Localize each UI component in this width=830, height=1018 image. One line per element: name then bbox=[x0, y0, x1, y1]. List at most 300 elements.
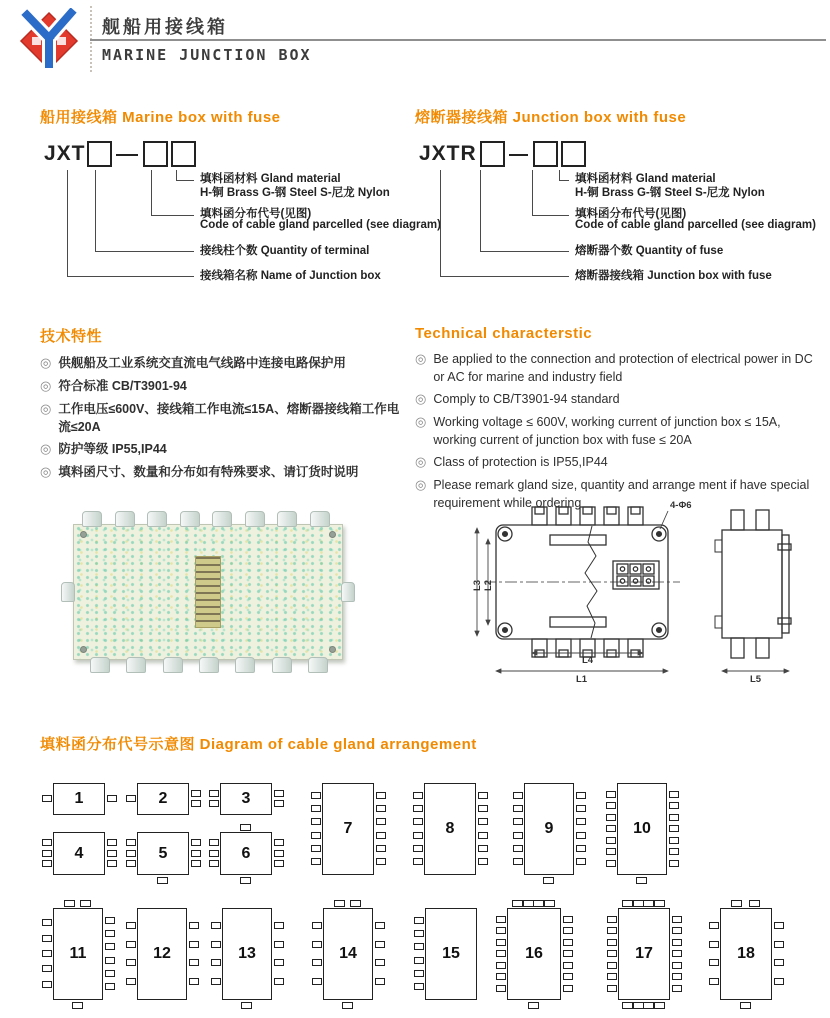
bullet-text: Please remark gland size, quantity and arrange ment if have special requirement while ordering bbox=[433, 478, 810, 511]
gland-box-14 bbox=[323, 908, 373, 1000]
gland-tab-icon bbox=[105, 930, 115, 937]
model-dash-icon bbox=[116, 154, 138, 156]
gland-tab-icon bbox=[563, 939, 573, 946]
gland-tab-icon bbox=[513, 858, 523, 865]
gland-tab-icon bbox=[414, 970, 424, 977]
gland-tab-icon bbox=[607, 973, 617, 980]
dim-label-l1: L1 bbox=[576, 674, 588, 685]
label-plate bbox=[550, 535, 606, 545]
bullet-item bbox=[40, 440, 400, 459]
gland-tab-icon bbox=[376, 845, 386, 852]
gland-box-9 bbox=[524, 783, 574, 875]
model-code: JXT bbox=[44, 142, 86, 165]
gland-box-number: 18 bbox=[737, 945, 755, 962]
gland-tab-icon bbox=[72, 1002, 83, 1009]
gland-tab-icon bbox=[274, 839, 284, 846]
gland-tab-icon bbox=[774, 978, 784, 985]
gland-tab-icon bbox=[669, 848, 679, 855]
gland-tab-icon bbox=[126, 959, 136, 966]
gland-tab-icon bbox=[80, 900, 91, 907]
bullet-item bbox=[415, 350, 817, 386]
gland-tab-icon bbox=[672, 962, 682, 969]
gland-tab-icon bbox=[606, 802, 616, 809]
gland-box-number: 10 bbox=[633, 820, 651, 837]
gland-tab-icon bbox=[209, 850, 219, 857]
cable-gland-icon bbox=[163, 657, 183, 673]
gland-box-4 bbox=[53, 832, 105, 875]
gland-tab-icon bbox=[672, 916, 682, 923]
gland-tab-icon bbox=[42, 860, 52, 867]
gland-tab-icon bbox=[496, 950, 506, 957]
gland-tab-icon bbox=[126, 978, 136, 985]
cable-gland-icon bbox=[180, 511, 200, 527]
page-title-en: MARINE JUNCTION BOX bbox=[102, 46, 312, 64]
gland-tab-icon bbox=[334, 900, 345, 907]
gland-tab-icon bbox=[496, 916, 506, 923]
cable-gland-icon bbox=[277, 511, 297, 527]
gland-tab-icon bbox=[191, 800, 201, 807]
bullet-item bbox=[40, 463, 400, 482]
gland-box-16 bbox=[507, 908, 561, 1000]
gland-tab-icon bbox=[42, 950, 52, 957]
gland-tab-icon bbox=[513, 832, 523, 839]
bullet-icon: ◎ bbox=[415, 351, 427, 366]
gland-box-18 bbox=[720, 908, 772, 1000]
model-digit-box bbox=[87, 141, 112, 167]
gland-tab-icon bbox=[189, 959, 199, 966]
gland-tab-icon bbox=[105, 917, 115, 924]
gland-tab-icon bbox=[607, 950, 617, 957]
cable-gland-icon bbox=[147, 511, 167, 527]
gland-tab-icon bbox=[672, 950, 682, 957]
gland-tab-icon bbox=[607, 916, 617, 923]
gland-tab-icon bbox=[414, 983, 424, 990]
gland-box-number: 4 bbox=[74, 844, 84, 862]
gland-tab-icon bbox=[414, 957, 424, 964]
gland-box-number: 1 bbox=[74, 790, 84, 807]
gland-tab-icon bbox=[749, 900, 760, 907]
gland-tab-icon bbox=[42, 919, 52, 926]
gland-tab-icon bbox=[413, 832, 423, 839]
gland-tab-icon bbox=[643, 900, 654, 907]
bullet-icon: ◎ bbox=[415, 391, 427, 407]
gland-box-1 bbox=[53, 783, 105, 815]
header-rule bbox=[90, 39, 826, 41]
bullet-item bbox=[415, 413, 817, 449]
gland-box-number: 6 bbox=[241, 844, 251, 862]
gland-tab-icon bbox=[376, 805, 386, 812]
gland-tab-icon bbox=[563, 950, 573, 957]
gland-tab-icon bbox=[544, 900, 555, 907]
gland-tab-icon bbox=[311, 818, 321, 825]
gland-tab-icon bbox=[376, 818, 386, 825]
callout-label: 熔断器接线箱 Junction box with fuse bbox=[575, 270, 772, 282]
gland-box-15 bbox=[425, 908, 477, 1000]
gland-tab-icon bbox=[375, 922, 385, 929]
gland-tab-icon bbox=[413, 818, 423, 825]
gland-tab-icon bbox=[414, 943, 424, 950]
bullet-text: 防护等级 IP55,IP44 bbox=[58, 441, 167, 456]
gland-tab-icon bbox=[563, 973, 573, 980]
gland-tab-icon bbox=[496, 927, 506, 934]
gland-box-10 bbox=[617, 783, 667, 875]
gland-tab-icon bbox=[478, 858, 488, 865]
gland-tab-icon bbox=[513, 818, 523, 825]
cable-gland-icon bbox=[115, 511, 135, 527]
model-digit-box bbox=[561, 141, 586, 167]
gland-tab-icon bbox=[42, 935, 52, 942]
cable-gland-icon bbox=[212, 511, 232, 527]
bullet-text: Comply to CB/T3901-94 standard bbox=[433, 392, 620, 407]
gland-tab-icon bbox=[543, 877, 554, 884]
gland-tab-icon bbox=[274, 800, 284, 807]
bullet-text: 符合标准 CB/T3901-94 bbox=[58, 378, 187, 393]
gland-tab-icon bbox=[669, 825, 679, 832]
gland-tab-icon bbox=[274, 959, 284, 966]
screw-icon bbox=[80, 531, 87, 538]
gland-tab-icon bbox=[274, 978, 284, 985]
gland-tab-icon bbox=[607, 962, 617, 969]
gland-tab-icon bbox=[622, 1002, 633, 1009]
gland-box-6 bbox=[220, 832, 272, 875]
gland-box-number: 14 bbox=[339, 945, 357, 962]
gland-tab-icon bbox=[211, 922, 221, 929]
bullet-text: Working voltage ≤ 600V, working current of junction box ≤ 15A, working current of junction box with fuse ≤ 20A bbox=[433, 415, 781, 448]
gland-box-12 bbox=[137, 908, 187, 1000]
gland-tab-icon bbox=[563, 927, 573, 934]
gland-tab-icon bbox=[513, 805, 523, 812]
gland-tab-icon bbox=[157, 877, 168, 884]
callout-label: 填料函材料 Gland material bbox=[575, 173, 716, 185]
gland-box-number: 12 bbox=[153, 945, 171, 962]
gland-tab-icon bbox=[312, 978, 322, 985]
gland-tab-icon bbox=[606, 848, 616, 855]
gland-tab-icon bbox=[191, 790, 201, 797]
gland-tab-icon bbox=[105, 970, 115, 977]
gland-tab-icon bbox=[274, 922, 284, 929]
gland-tab-icon bbox=[126, 795, 136, 802]
nameplate-label bbox=[195, 556, 221, 628]
gland-tab-icon bbox=[375, 959, 385, 966]
gland-tab-icon bbox=[413, 805, 423, 812]
callout-label: 接线柱个数 Quantity of terminal bbox=[200, 245, 370, 257]
gland-tab-icon bbox=[105, 957, 115, 964]
gland-tab-icon bbox=[606, 791, 616, 798]
gland-tab-icon bbox=[643, 1002, 654, 1009]
gland-tab-icon bbox=[478, 845, 488, 852]
gland-tab-icon bbox=[312, 922, 322, 929]
gland-tab-icon bbox=[126, 839, 136, 846]
model-diagram-jxt bbox=[40, 134, 441, 304]
bullet-item bbox=[415, 390, 817, 409]
gland-tab-icon bbox=[576, 832, 586, 839]
bullet-text: 供舰船及工业系统交直流电气线路中连接电路保护用 bbox=[58, 356, 346, 370]
gland-tab-icon bbox=[607, 985, 617, 992]
gland-box-number: 17 bbox=[635, 945, 653, 962]
gland-tab-icon bbox=[576, 792, 586, 799]
gland-tab-icon bbox=[533, 900, 544, 907]
callout-label: 填料函分布代号(见图) bbox=[575, 208, 687, 220]
model-digit-box bbox=[533, 141, 558, 167]
gland-tab-icon bbox=[636, 877, 647, 884]
gland-tab-icon bbox=[672, 973, 682, 980]
bullet-icon: ◎ bbox=[40, 377, 52, 393]
model-dash-icon bbox=[509, 154, 528, 156]
gland-box-5 bbox=[137, 832, 189, 875]
bullet-text: 工作电压≤600V、接线箱工作电流≤15A、熔断器接线箱工作电流≤20A bbox=[58, 401, 400, 434]
gland-box-2 bbox=[137, 783, 189, 815]
gland-tab-icon bbox=[523, 900, 534, 907]
gland-tab-icon bbox=[563, 985, 573, 992]
gland-tab-icon bbox=[350, 900, 361, 907]
gland-tab-icon bbox=[413, 858, 423, 865]
page-title-zh: 舰船用接线箱 bbox=[102, 17, 228, 37]
gland-tab-icon bbox=[478, 792, 488, 799]
cable-gland-icon bbox=[310, 511, 330, 527]
model-section-jxtr bbox=[415, 106, 816, 321]
gland-tab-icon bbox=[563, 916, 573, 923]
bullet-item bbox=[40, 354, 400, 373]
side-view bbox=[715, 510, 791, 671]
gland-tab-icon bbox=[669, 802, 679, 809]
bullet-item bbox=[40, 400, 400, 436]
terminal-block-icon bbox=[613, 561, 659, 589]
screw-icon bbox=[329, 531, 336, 538]
gland-box-number: 13 bbox=[238, 945, 256, 962]
product-photo bbox=[58, 500, 358, 680]
callout-label: H-铜 Brass G-钢 Steel S-尼龙 Nylon bbox=[575, 187, 765, 199]
model-section-jxt bbox=[40, 106, 441, 321]
gland-tab-icon bbox=[311, 858, 321, 865]
section-title: Technical characterstic bbox=[415, 325, 593, 342]
gland-tab-icon bbox=[576, 858, 586, 865]
company-logo bbox=[16, 8, 82, 70]
model-digit-box bbox=[171, 141, 196, 167]
gland-tab-icon bbox=[633, 900, 644, 907]
gland-tab-icon bbox=[376, 832, 386, 839]
gland-tab-icon bbox=[105, 943, 115, 950]
bullet-icon: ◎ bbox=[40, 355, 52, 370]
gland-tab-icon bbox=[606, 837, 616, 844]
gland-tab-icon bbox=[42, 850, 52, 857]
bullet-item bbox=[415, 453, 817, 472]
gland-tab-icon bbox=[209, 800, 219, 807]
gland-tab-icon bbox=[107, 839, 117, 846]
gland-tab-icon bbox=[709, 941, 719, 948]
tech-section-en bbox=[415, 325, 817, 516]
gland-tab-icon bbox=[209, 790, 219, 797]
gland-tab-icon bbox=[274, 860, 284, 867]
gland-tab-icon bbox=[731, 900, 742, 907]
model-digit-box bbox=[480, 141, 505, 167]
model-digit-box bbox=[143, 141, 168, 167]
gland-tab-icon bbox=[189, 978, 199, 985]
cable-gland-icon bbox=[235, 657, 255, 673]
gland-arrangement-canvas bbox=[0, 760, 830, 1018]
section-title: 船用接线箱 Marine box with fuse bbox=[40, 109, 281, 126]
bullet-text: Be applied to the connection and protection of electrical power in DC or AC for marine and industry field bbox=[433, 352, 813, 385]
gland-tab-icon bbox=[42, 965, 52, 972]
gland-tab-icon bbox=[376, 858, 386, 865]
gland-tab-icon bbox=[607, 927, 617, 934]
gland-tab-icon bbox=[669, 860, 679, 867]
gland-tab-icon bbox=[669, 814, 679, 821]
gland-box-number: 7 bbox=[343, 820, 353, 837]
gland-box-number: 5 bbox=[158, 844, 168, 862]
tech-list-zh bbox=[40, 354, 400, 482]
section-title: 技术特性 bbox=[40, 328, 103, 345]
gland-tab-icon bbox=[240, 824, 251, 831]
gland-tab-icon bbox=[669, 837, 679, 844]
bullet-icon: ◎ bbox=[40, 400, 52, 416]
gland-tab-icon bbox=[189, 922, 199, 929]
gland-tab-icon bbox=[709, 959, 719, 966]
callout-label: 填料函材料 Gland material bbox=[200, 173, 341, 185]
gland-tab-icon bbox=[42, 839, 52, 846]
gland-tab-icon bbox=[496, 973, 506, 980]
dim-label-holes: 4-Φ6 bbox=[670, 500, 692, 511]
gland-tab-icon bbox=[413, 845, 423, 852]
gland-tab-icon bbox=[576, 818, 586, 825]
gland-tab-icon bbox=[312, 941, 322, 948]
gland-tab-icon bbox=[606, 814, 616, 821]
gland-tab-icon bbox=[211, 959, 221, 966]
gland-tab-icon bbox=[496, 962, 506, 969]
dim-label-l4: L4 bbox=[582, 655, 594, 666]
gland-box-number: 16 bbox=[525, 945, 543, 962]
gland-tab-icon bbox=[107, 795, 117, 802]
gland-box-8 bbox=[424, 783, 476, 875]
cable-gland-icon bbox=[272, 657, 292, 673]
gland-tab-icon bbox=[375, 941, 385, 948]
gland-tab-icon bbox=[478, 818, 488, 825]
cable-gland-icon bbox=[126, 657, 146, 673]
gland-tab-icon bbox=[414, 917, 424, 924]
bullet-icon: ◎ bbox=[415, 477, 427, 493]
junction-box-body bbox=[73, 524, 343, 660]
callout-label: 填料函分布代号(见图) bbox=[200, 208, 312, 220]
gland-tab-icon bbox=[478, 832, 488, 839]
cable-gland-icon bbox=[61, 582, 75, 602]
gland-tab-icon bbox=[709, 978, 719, 985]
gland-tab-icon bbox=[375, 978, 385, 985]
gland-tab-icon bbox=[672, 927, 682, 934]
dim-label-l5: L5 bbox=[750, 674, 762, 685]
bullet-icon: ◎ bbox=[40, 463, 52, 479]
callout-label: 接线箱名称 Name of Junction box bbox=[200, 270, 381, 282]
gland-tab-icon bbox=[496, 939, 506, 946]
gland-tab-icon bbox=[513, 792, 523, 799]
gland-tab-icon bbox=[126, 850, 136, 857]
bullet-icon: ◎ bbox=[40, 440, 52, 456]
gland-tab-icon bbox=[606, 825, 616, 832]
gland-box-13 bbox=[222, 908, 272, 1000]
gland-tab-icon bbox=[376, 792, 386, 799]
gland-tab-icon bbox=[512, 900, 523, 907]
bullet-item bbox=[40, 377, 400, 396]
cable-gland-icon bbox=[341, 582, 355, 602]
gland-tab-icon bbox=[312, 959, 322, 966]
section-title: 熔断器接线箱 Junction box with fuse bbox=[415, 109, 687, 126]
gland-tab-icon bbox=[413, 792, 423, 799]
gland-box-number: 15 bbox=[442, 945, 460, 962]
cable-gland-icon bbox=[245, 511, 265, 527]
gland-tab-icon bbox=[672, 939, 682, 946]
gland-tab-icon bbox=[672, 985, 682, 992]
gland-tab-icon bbox=[414, 930, 424, 937]
gland-box-3 bbox=[220, 783, 272, 815]
gland-tab-icon bbox=[107, 850, 117, 857]
gland-box-17 bbox=[618, 908, 670, 1000]
cable-gland-icon bbox=[90, 657, 110, 673]
callout-label: 熔断器个数 Quantity of fuse bbox=[575, 245, 724, 257]
gland-tab-icon bbox=[64, 900, 75, 907]
gland-tab-icon bbox=[311, 832, 321, 839]
gland-box-number: 11 bbox=[69, 945, 87, 962]
gland-tab-icon bbox=[274, 941, 284, 948]
bullet-text: Class of protection is IP55,IP44 bbox=[433, 455, 608, 470]
cable-gland-icon bbox=[82, 511, 102, 527]
gland-tab-icon bbox=[42, 981, 52, 988]
gland-tab-icon bbox=[496, 985, 506, 992]
gland-tab-icon bbox=[241, 1002, 252, 1009]
gland-tab-icon bbox=[622, 900, 633, 907]
gland-tab-icon bbox=[563, 962, 573, 969]
callout-label: Code of cable gland parcelled (see diagram) bbox=[575, 219, 816, 231]
gland-tab-icon bbox=[709, 922, 719, 929]
gland-tab-icon bbox=[191, 860, 201, 867]
gland-tab-icon bbox=[576, 845, 586, 852]
gland-box-11 bbox=[53, 908, 103, 1000]
gland-tab-icon bbox=[774, 941, 784, 948]
callout-leader-line bbox=[440, 170, 569, 277]
gland-tab-icon bbox=[126, 922, 136, 929]
gland-box-7 bbox=[322, 783, 374, 875]
gland-tab-icon bbox=[576, 805, 586, 812]
gland-tab-icon bbox=[478, 805, 488, 812]
model-diagram-jxtr bbox=[415, 134, 816, 304]
gland-tab-icon bbox=[774, 959, 784, 966]
gland-tab-icon bbox=[126, 941, 136, 948]
gland-tab-icon bbox=[311, 792, 321, 799]
gland-tab-icon bbox=[654, 1002, 665, 1009]
model-code: JXTR bbox=[419, 142, 477, 165]
gland-tab-icon bbox=[211, 978, 221, 985]
gland-tab-icon bbox=[191, 839, 201, 846]
gland-tab-icon bbox=[274, 850, 284, 857]
bullet-text: 填料函尺寸、数量和分布如有特殊要求、请订货时说明 bbox=[58, 464, 359, 479]
gland-tab-icon bbox=[774, 922, 784, 929]
gland-tab-icon bbox=[191, 850, 201, 857]
cable-gland-icon bbox=[308, 657, 328, 673]
gland-tab-icon bbox=[606, 860, 616, 867]
callout-label: H-铜 Brass G-钢 Steel S-尼龙 Nylon bbox=[200, 187, 390, 199]
gland-tab-icon bbox=[126, 860, 136, 867]
gland-tab-icon bbox=[189, 941, 199, 948]
gland-tab-icon bbox=[528, 1002, 539, 1009]
gland-tab-icon bbox=[740, 1002, 751, 1009]
dim-label-l3: L3 bbox=[472, 579, 483, 591]
gland-tab-icon bbox=[654, 900, 665, 907]
screw-icon bbox=[329, 646, 336, 653]
dimension-drawing bbox=[472, 495, 822, 690]
gland-tab-icon bbox=[669, 791, 679, 798]
gland-tab-icon bbox=[607, 939, 617, 946]
callout-label: Code of cable gland parcelled (see diagram) bbox=[200, 219, 441, 231]
tech-section-zh bbox=[40, 325, 400, 486]
gland-tab-icon bbox=[311, 845, 321, 852]
gland-tab-icon bbox=[311, 805, 321, 812]
